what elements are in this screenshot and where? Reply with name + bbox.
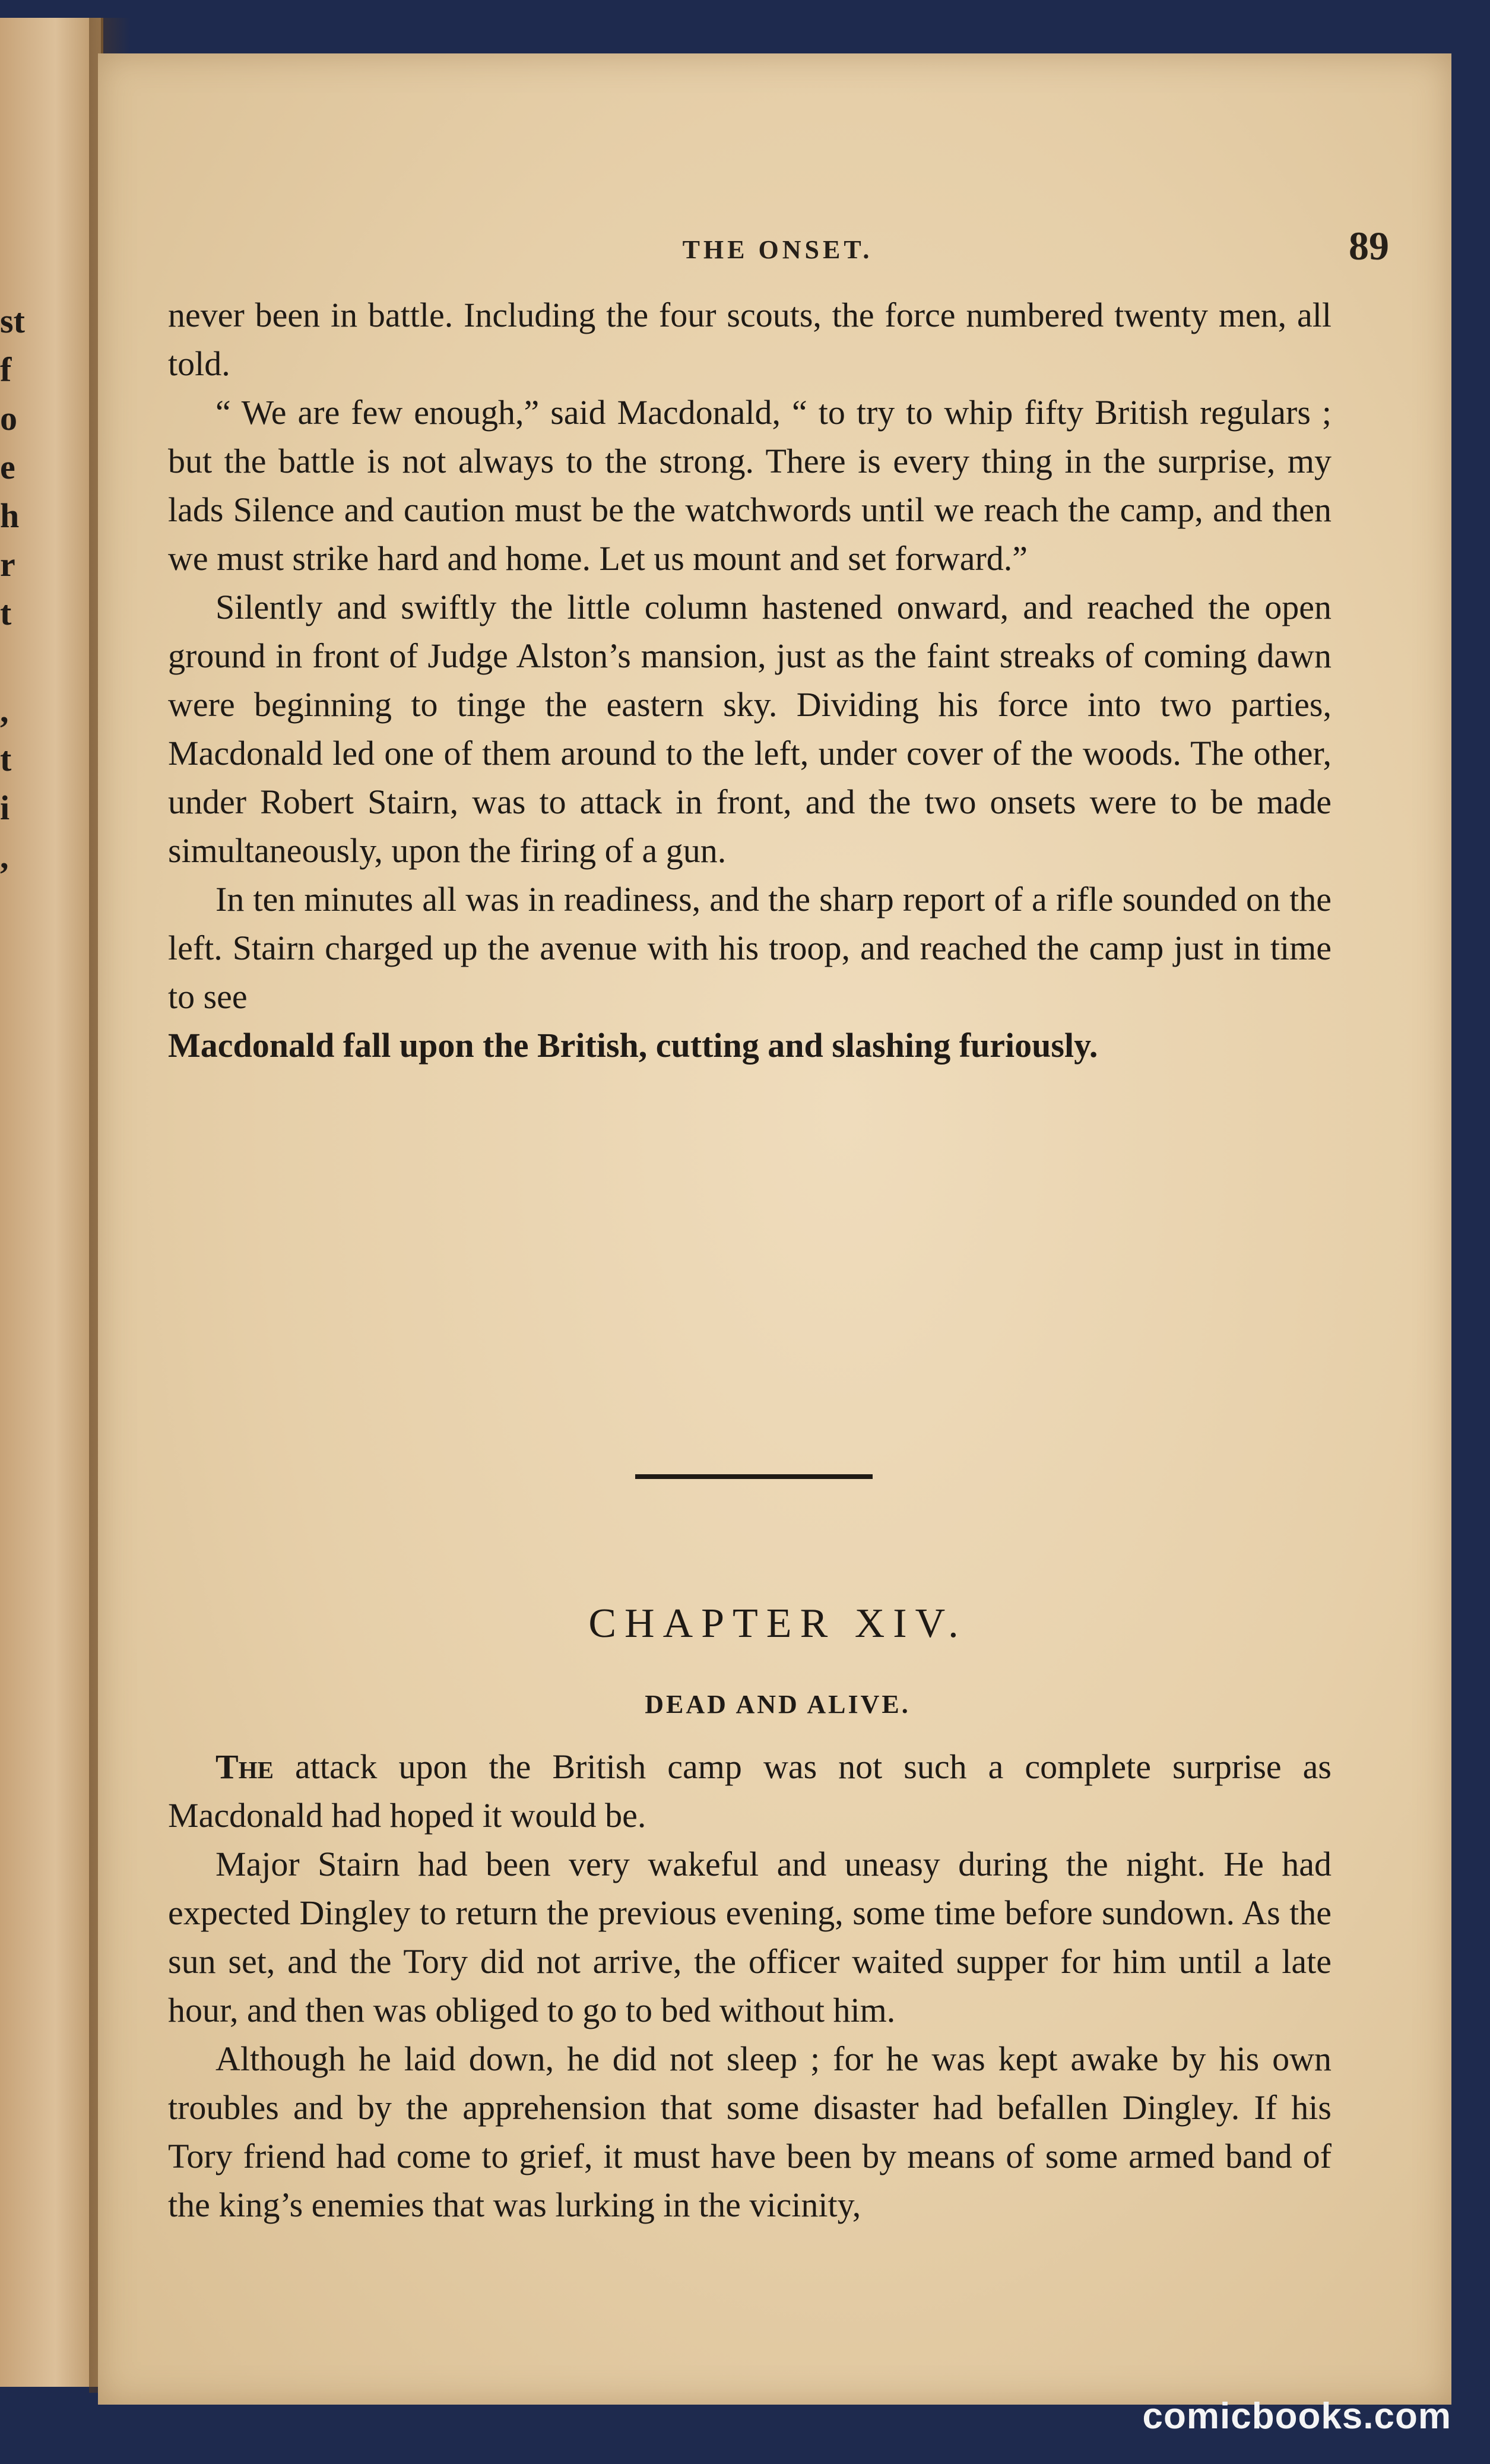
facing-page-text-fragments: st f o e h r t , t i , [0, 302, 25, 876]
site-watermark: comicbooks.com [1142, 2396, 1451, 2437]
facing-page [0, 18, 103, 2387]
section-text [168, 291, 1332, 1070]
paragraph: In ten minutes all was in readiness, and the sharp report of a rifle sounded on the left. Stairn charged up the avenue with his troop, and reached the camp just in time to see [168, 880, 1332, 1016]
page-number: 89 [1349, 223, 1389, 268]
paragraph: Although he laid down, he did not sleep ; for he was kept awake by his own troubles and by the apprehension that some disaster had befallen Dingley. If his Tory friend had come to grief, it must have been by means of some armed band of the king’s enemies that was lurking in the vicinity, [168, 2039, 1332, 2224]
section-divider-rule [635, 1474, 873, 1479]
chapter-text [168, 1743, 1332, 2229]
book-page [98, 53, 1451, 2405]
paragraph: Major Stairn had been very wakeful and uneasy during the night. He had expected Dingley to return the previous evening, some time before sundown. As the sun set, and the Tory did not arrive, the officer waited supper for him until a late hour, and then was obliged to go to bed without him. [168, 1845, 1332, 2029]
chapter-subtitle: DEAD AND ALIVE. [645, 1690, 911, 1719]
lead-word: The [215, 1747, 274, 1786]
paragraph-rest: attack upon the British camp was not such a complete surprise as Macdonald had hoped it would be. [168, 1747, 1332, 1835]
paragraph: “ We are few enough,” said Macdonald, “ to try to whip fifty British regulars ; but the battle is not always to the strong. There is every thing in the surprise, my lads Silence and caution must be the watchwords until we reach the camp, and then we must strike hard and home. Let us mount and set forward.” [168, 393, 1332, 578]
paragraph [168, 1743, 1332, 1840]
running-head: THE ONSET. [682, 235, 873, 264]
chapter-title: CHAPTER XIV. [588, 1601, 967, 1646]
paragraph-last-line: Macdonald fall upon the British, cutting and slashing furiously. [168, 1026, 1098, 1065]
paragraph: Silently and swiftly the little column hastened onward, and reached the open ground in front of Judge Alston’s mansion, just as the faint streaks of coming dawn were beginning to tinge the eastern sky. Dividing his force into two parties, Macdonald led one of them around to the left, under cover of the woods. The other, under Robert Stairn, was to attack in front, and the two onsets were to be made simultaneously, upon the firing of a gun. [168, 588, 1332, 870]
paragraph: never been in battle. Including the four scouts, the force numbered twenty men, all told. [168, 296, 1332, 383]
